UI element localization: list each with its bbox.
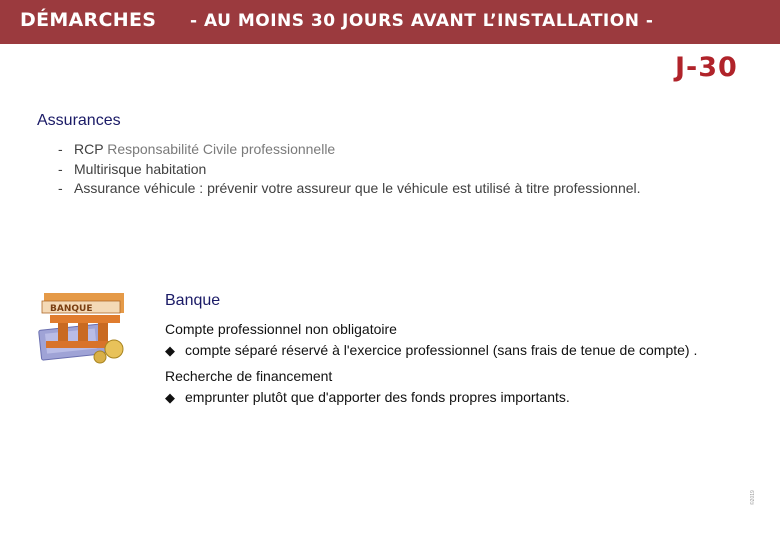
dash-marker: - (58, 160, 63, 177)
assurances-list (58, 140, 641, 199)
item-text: compte séparé réservé à l'exercice professionnel (sans frais de tenue de compte) . (185, 342, 698, 358)
item-text: Responsabilité Civile professionnelle (103, 141, 336, 157)
item-text: emprunter plutôt que d'apporter des fonds propres importants. (185, 389, 570, 405)
deadline-subtitle: - AU MOINS 30 JOURS AVANT L’INSTALLATION - (190, 11, 654, 31)
list-item (165, 388, 737, 407)
item-text: Multirisque habitation (74, 160, 207, 177)
bank-illustration (36, 287, 136, 367)
subsection-heading: Compte professionnel non obligatoire (165, 321, 397, 337)
banque-section (165, 292, 737, 407)
bank-illustration-label: BANQUE (50, 304, 93, 314)
banque-title: Banque (165, 292, 221, 309)
diamond-bullet-icon: ◆ (165, 390, 175, 405)
list-item (58, 179, 641, 199)
diamond-bullet-icon: ◆ (165, 343, 175, 358)
item-prefix: RCP (74, 141, 104, 157)
section-title: DÉMARCHES (20, 9, 157, 31)
list-item (58, 140, 641, 160)
list-item (58, 160, 641, 180)
copyright-note: ©2019 (750, 490, 756, 505)
dash-marker: - (58, 141, 63, 157)
item-text: Assurance véhicule : prévenir votre assureur que le véhicule est utilisé à titre professionnel. (74, 180, 641, 196)
list-item (165, 341, 737, 360)
subsection-heading: Recherche de financement (165, 368, 333, 384)
header-bar (0, 0, 780, 44)
assurances-title: Assurances (37, 112, 121, 129)
deadline-badge: J-30 (675, 52, 738, 83)
dash-marker: - (58, 180, 63, 196)
